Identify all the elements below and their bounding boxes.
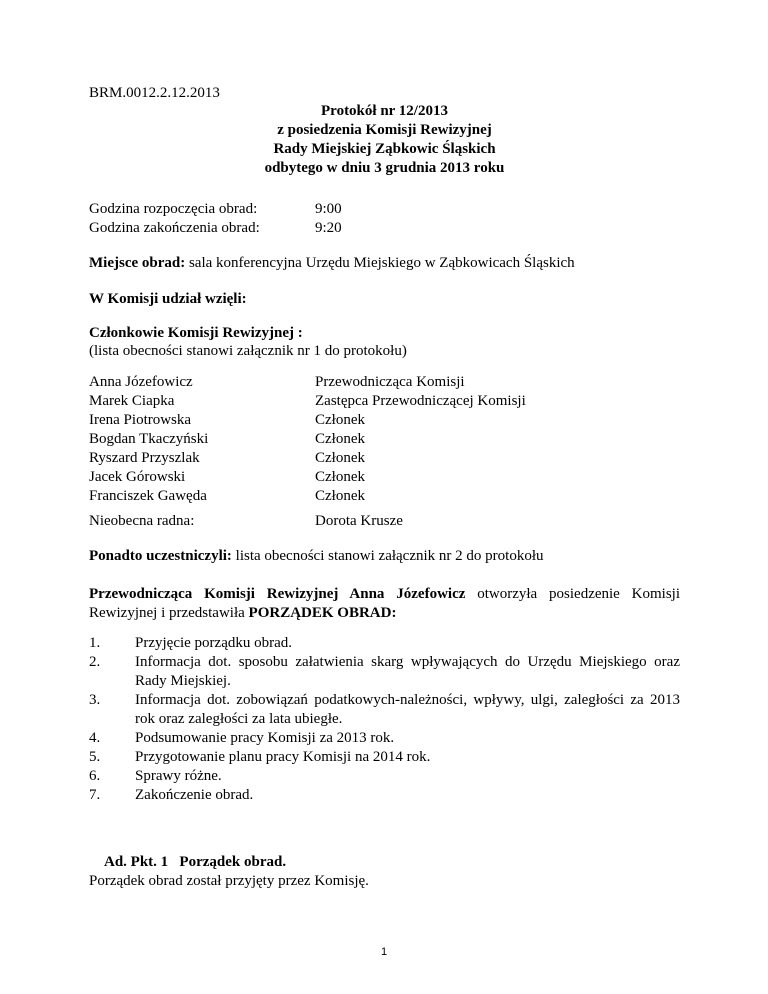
- agenda-item-text: Podsumowanie pracy Komisji za 2013 rok.: [135, 730, 395, 746]
- agenda-item-text: Sprawy różne.: [135, 768, 222, 784]
- member-role: Członek: [315, 488, 365, 504]
- place-value: sala konferencyjna Urzędu Miejskiego w Ząbkowicach Śląskich: [185, 255, 575, 271]
- agenda-item-number: 1.: [89, 635, 101, 651]
- document-title: [89, 102, 680, 178]
- agenda-item: [89, 729, 680, 748]
- agenda-item-number: 6.: [89, 768, 101, 784]
- agenda-item-text: Informacja dot. sposobu załatwienia skarg wpływających do Urzędu Miejskiego oraz Rady Miejskiej.: [135, 654, 680, 689]
- also-present-label: Ponadto uczestniczyli:: [89, 548, 232, 564]
- participants-heading: W Komisji udział wzięli:: [89, 291, 247, 307]
- start-time-value: 9:00: [315, 201, 342, 217]
- opening-bold-prefix: Przewodnicząca Komisji Rewizyjnej Anna Józefowicz: [89, 586, 466, 602]
- agenda-item-number: 2.: [89, 654, 101, 670]
- agenda-item: [89, 748, 680, 767]
- agenda-heading: PORZĄDEK OBRAD:: [248, 605, 397, 621]
- member-name: Anna Józefowicz: [89, 374, 193, 390]
- opening-text: otworzyła posiedzenie Komisji Rewizyjnej i przedstawiła: [89, 586, 680, 621]
- title-line: Protokół nr 12/2013: [321, 103, 448, 119]
- member-role: Przewodnicząca Komisji: [315, 374, 465, 390]
- agenda-item: [89, 767, 680, 786]
- title-line: Rady Miejskiej Ząbkowic Śląskich: [273, 141, 496, 157]
- agenda-item-text: Zakończenie obrad.: [135, 787, 254, 803]
- agenda-item-number: 5.: [89, 749, 101, 765]
- meeting-place: [89, 254, 575, 273]
- member-name: Bogdan Tkaczyński: [89, 431, 209, 447]
- agenda-item: [89, 691, 680, 729]
- page-number: 1: [380, 946, 388, 958]
- member-role: Członek: [315, 450, 365, 466]
- also-present: [89, 547, 544, 566]
- member-name: Jacek Górowski: [89, 469, 186, 485]
- agenda-item-text: Informacja dot. zobowiązań podatkowych-należności, wpływy, ulgi, zaległości za 2013 rok oraz zaległości za lata ubiegłe.: [135, 692, 680, 727]
- agenda-point-1-heading: Ad. Pkt. 1 Porządek obrad.: [104, 854, 287, 870]
- agenda-item-number: 3.: [89, 692, 101, 708]
- agenda-list: [89, 634, 680, 805]
- agenda-item: [89, 786, 680, 805]
- absent-label: Nieobecna radna:: [89, 513, 195, 529]
- agenda-item: [89, 634, 680, 653]
- member-name: Ryszard Przyszlak: [89, 450, 200, 466]
- agenda-item-text: Przyjęcie porządku obrad.: [135, 635, 293, 651]
- agenda-item-text: Przygotowanie planu pracy Komisji na 2014 rok.: [135, 749, 431, 765]
- end-time-value: 9:20: [315, 220, 342, 236]
- members-heading: Członkowie Komisji Rewizyjnej :: [89, 325, 303, 341]
- member-name: Franciszek Gawęda: [89, 488, 207, 504]
- member-name: Marek Ciapka: [89, 393, 175, 409]
- agenda-item-number: 4.: [89, 730, 101, 746]
- agenda-point-1-text: Porządek obrad został przyjęty przez Komisję.: [89, 873, 369, 889]
- absent-name: Dorota Krusze: [315, 513, 403, 529]
- member-role: Członek: [315, 469, 365, 485]
- member-role: Członek: [315, 431, 365, 447]
- title-line: odbytego w dniu 3 grudnia 2013 roku: [264, 160, 505, 176]
- place-label: Miejsce obrad:: [89, 255, 186, 271]
- member-role: Członek: [315, 412, 365, 428]
- start-time-label: Godzina rozpoczęcia obrad:: [89, 201, 258, 217]
- also-present-value: lista obecności stanowi załącznik nr 2 do protokołu: [231, 548, 544, 564]
- end-time-label: Godzina zakończenia obrad:: [89, 220, 260, 236]
- title-line: z posiedzenia Komisji Rewizyjnej: [277, 122, 492, 138]
- document-reference: BRM.0012.2.12.2013: [89, 85, 220, 101]
- members-note: (lista obecności stanowi załącznik nr 1 do protokołu): [89, 343, 407, 359]
- agenda-item-number: 7.: [89, 787, 101, 803]
- member-role: Zastępca Przewodniczącej Komisji: [315, 393, 526, 409]
- agenda-item: [89, 653, 680, 691]
- member-name: Irena Piotrowska: [89, 412, 192, 428]
- opening-paragraph: [89, 585, 680, 623]
